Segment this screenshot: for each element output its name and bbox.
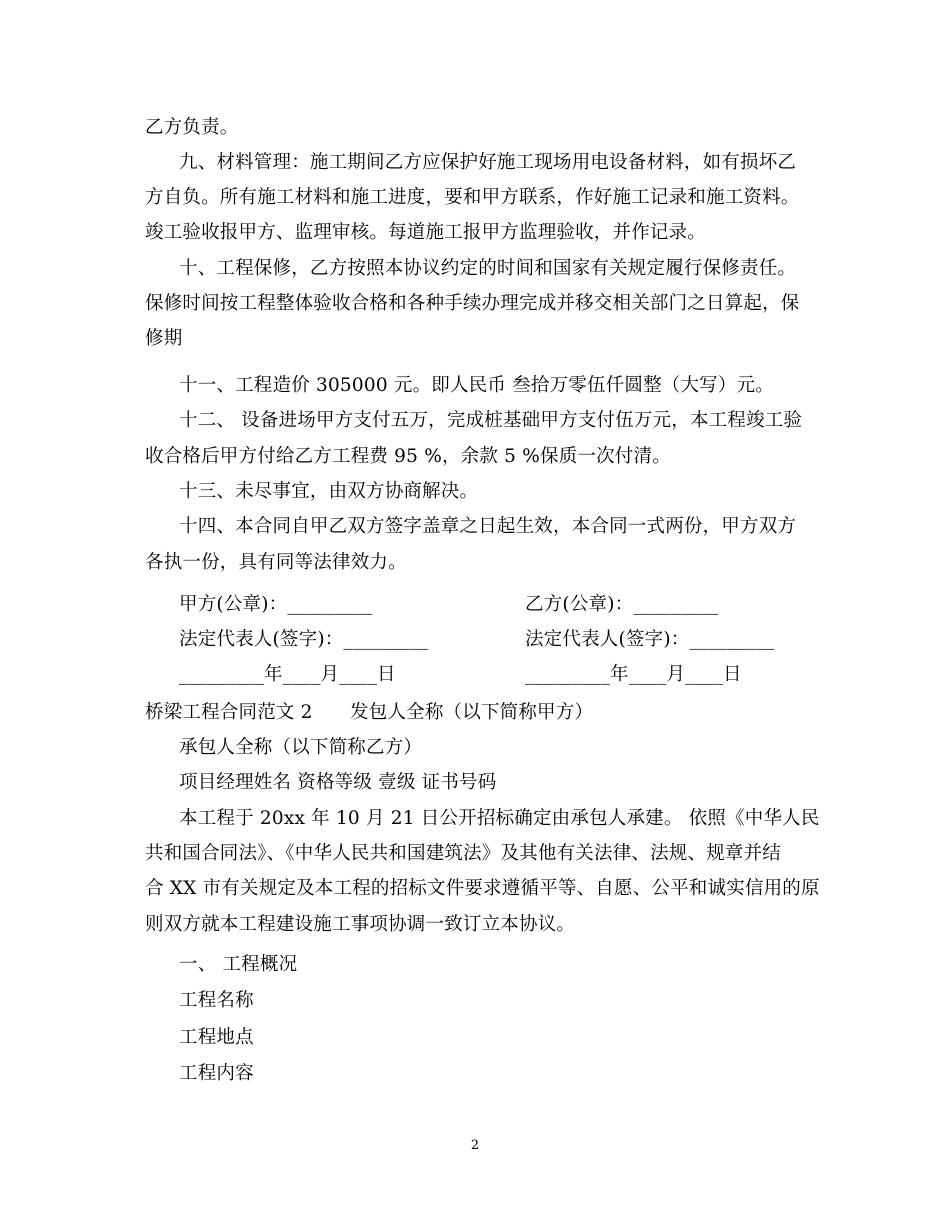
paragraph-line: 本工程于 20xx 年 10 月 21 日公开招标确定由承包人承建。 依照《中华人民: [179, 808, 820, 829]
paragraph-line: 方自负。所有施工材料和施工进度，要和甲方联系，作好施工记录和施工资料。: [145, 187, 800, 208]
paragraph-line: 项目经理姓名 资格等级 壹级 证书号码: [179, 772, 497, 793]
paragraph-line: 十一、工程造价 305000 元。即人民币 叁拾万零伍仟圆整（大写）元。: [179, 375, 774, 396]
field-label: 工程地点: [179, 1027, 254, 1048]
section-title-line: 桥梁工程合同范文 2 发包人全称（以下简称甲方）: [145, 702, 594, 723]
paragraph-line: 承包人全称（以下简称乙方）: [179, 737, 423, 758]
field-label: 工程内容: [179, 1063, 254, 1084]
paragraph-line: 竣工验收报甲方、监理审核。每道施工报甲方监理验收，并作记录。: [145, 222, 707, 243]
party-b-representative-line: 法定代表人(签字)：_________: [525, 629, 775, 650]
paragraph-line: 则双方就本工程建设施工事项协调一致订立本协议。: [145, 914, 576, 935]
paragraph-line: 合 XX 市有关规定及本工程的招标文件要求遵循平等、自愿、公平和诚实信用的原: [145, 878, 820, 899]
heading-line: 一、 工程概况: [179, 954, 298, 975]
paragraph-line: 十四、本合同自甲乙双方签字盖章之日起生效，本合同一式两份，甲方双方: [179, 516, 797, 537]
party-a-date-line: _________年____月____日: [179, 664, 396, 685]
paragraph-line: 九、材料管理：施工期间乙方应保护好施工现场用电设备材料，如有损坏乙: [179, 152, 797, 173]
party-a-seal-line: 甲方(公章)：_________: [179, 594, 373, 615]
party-b-seal-line: 乙方(公章)：_________: [525, 594, 719, 615]
field-label: 工程名称: [179, 990, 254, 1011]
paragraph-line: 十、工程保修，乙方按照本协议约定的时间和国家有关规定履行保修责任。: [179, 258, 797, 279]
paragraph-line: 十三、未尽事宜，由双方协商解决。: [179, 481, 479, 502]
party-a-representative-line: 法定代表人(签字)：_________: [179, 629, 429, 650]
paragraph-line: 修期: [145, 328, 183, 349]
paragraph-line: 共和国合同法》、《中华人民共和国建筑法》及其他有关法律、法规、规章并结: [145, 843, 782, 864]
paragraph-line: 各执一份，具有同等法律效力。: [145, 552, 407, 573]
party-b-date-line: _________年____月____日: [525, 664, 742, 685]
paragraph-line: 收合格后甲方付给乙方工程费 95 %，余款 5 %保质一次付清。: [145, 446, 671, 467]
paragraph-line: 乙方负责。: [145, 117, 239, 138]
page-number: 2: [470, 1138, 480, 1153]
paragraph-line: 保修时间按工程整体验收合格和各种手续办理完成并移交相关部门之日算起，保: [145, 293, 800, 314]
paragraph-line: 十二、 设备进场甲方支付五万，完成桩基础甲方支付伍万元，本工程竣工验: [179, 410, 803, 431]
